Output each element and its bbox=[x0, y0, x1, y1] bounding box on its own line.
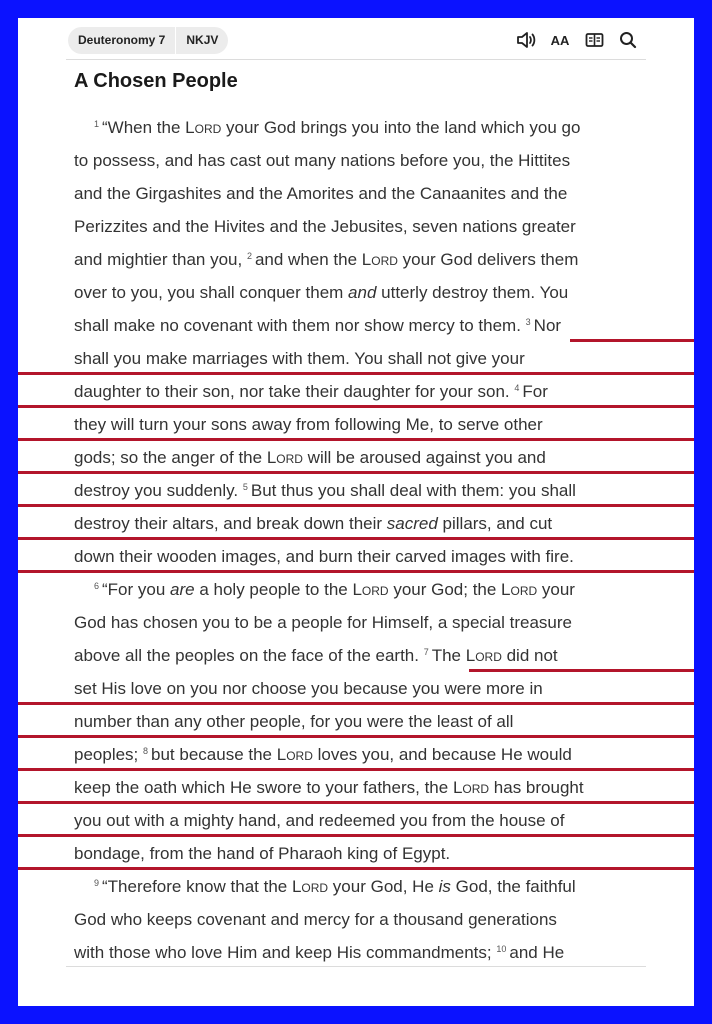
text-line[interactable] bbox=[74, 540, 654, 573]
italic-word: and bbox=[348, 283, 377, 302]
highlight-underline bbox=[18, 867, 694, 870]
text-segment: pillars, and cut bbox=[437, 514, 553, 533]
text-segment: For bbox=[522, 382, 548, 401]
text-segment: over to you, you shall conquer them bbox=[74, 283, 349, 302]
italic-word: is bbox=[438, 877, 451, 896]
divine-name: Lord bbox=[185, 118, 222, 137]
text-segment: your God brings you into the land which you go bbox=[221, 118, 581, 137]
footer-divider bbox=[66, 966, 646, 967]
text-line[interactable] bbox=[74, 309, 654, 342]
text-segment: above all the peoples on the face of the earth. bbox=[74, 646, 424, 665]
divine-name: Lord bbox=[266, 448, 303, 467]
divine-name: Lord bbox=[276, 745, 313, 764]
text-segment: God who keeps covenant and mercy for a thousand generations bbox=[74, 910, 557, 929]
header-divider bbox=[66, 59, 646, 60]
highlight-underline bbox=[18, 801, 694, 804]
text-segment: destroy their altars, and break down their bbox=[74, 514, 387, 533]
divine-name: Lord bbox=[465, 646, 502, 665]
verse-number: 1 bbox=[94, 119, 100, 129]
text-line[interactable] bbox=[74, 375, 654, 408]
verse-number: 3 bbox=[525, 317, 531, 327]
text-segment: shall make no covenant with them nor show mercy to them. bbox=[74, 316, 526, 335]
highlight-underline bbox=[18, 702, 694, 705]
verse-number: 6 bbox=[94, 581, 100, 591]
divine-name: Lord bbox=[361, 250, 398, 269]
verse-number: 2 bbox=[246, 251, 252, 261]
text-line[interactable] bbox=[74, 177, 654, 210]
text-line[interactable] bbox=[74, 243, 654, 276]
book-icon[interactable] bbox=[584, 30, 604, 50]
text-line[interactable] bbox=[74, 276, 654, 309]
divine-name: Lord bbox=[452, 778, 490, 797]
text-segment: they will turn your sons away from following Me, to serve other bbox=[74, 415, 543, 434]
text-segment: to possess, and has cast out many nations before you, the Hittites bbox=[74, 151, 571, 170]
text-line[interactable] bbox=[74, 870, 654, 903]
verse-number: 9 bbox=[94, 878, 100, 888]
verse-number: 8 bbox=[143, 746, 149, 756]
highlight-underline bbox=[18, 834, 694, 837]
text-line[interactable] bbox=[74, 804, 654, 837]
verse-number: 4 bbox=[514, 383, 520, 393]
text-segment: your God; the bbox=[388, 580, 502, 599]
text-segment: number than any other people, for you were the least of all bbox=[74, 712, 514, 731]
text-segment: “Therefore know that the bbox=[102, 877, 292, 896]
text-segment: you out with a mighty hand, and redeemed you from the house of bbox=[74, 811, 565, 830]
text-line[interactable] bbox=[74, 474, 654, 507]
divine-name: Lord bbox=[352, 580, 389, 599]
text-line[interactable] bbox=[74, 144, 654, 177]
text-segment: gods; so the anger of the bbox=[74, 448, 267, 467]
text-segment: God, the faithful bbox=[450, 877, 576, 896]
text-segment: But thus you shall deal with them: you shall bbox=[250, 481, 576, 500]
text-segment: down their wooden images, and burn their carved images with fire. bbox=[74, 547, 574, 566]
text-segment: your God, He bbox=[328, 877, 439, 896]
verse-number: 5 bbox=[242, 482, 248, 492]
text-line[interactable] bbox=[74, 771, 654, 804]
text-segment: set His love on you nor choose you because you were more in bbox=[74, 679, 543, 698]
text-line[interactable] bbox=[74, 408, 654, 441]
text-line[interactable] bbox=[74, 507, 654, 540]
book-chapter-button[interactable]: Deuteronomy 7 bbox=[78, 33, 166, 47]
text-segment: and mightier than you, bbox=[74, 250, 247, 269]
text-segment: will be aroused against you and bbox=[302, 448, 546, 467]
divine-name: Lord bbox=[291, 877, 329, 896]
highlight-underline bbox=[18, 504, 694, 507]
text-line[interactable] bbox=[74, 738, 654, 771]
text-line[interactable] bbox=[74, 837, 654, 870]
text-line[interactable] bbox=[74, 573, 654, 606]
highlight-underline bbox=[469, 669, 694, 672]
text-line[interactable] bbox=[74, 441, 654, 474]
text-line[interactable] bbox=[74, 606, 654, 639]
text-segment: Nor bbox=[533, 316, 562, 335]
divine-name: Lord bbox=[501, 580, 538, 599]
speaker-icon[interactable] bbox=[516, 30, 536, 50]
highlight-underline bbox=[18, 471, 694, 474]
text-line[interactable] bbox=[74, 705, 654, 738]
italic-word: are bbox=[170, 580, 195, 599]
text-segment: Perizzites and the Hivites and the Jebusites, seven nations greater bbox=[74, 217, 576, 236]
text-segment: peoples; bbox=[74, 745, 143, 764]
text-line[interactable] bbox=[74, 639, 654, 672]
text-segment: destroy you suddenly. bbox=[74, 481, 243, 500]
text-segment: your God delivers them bbox=[397, 250, 579, 269]
text-segment: bondage, from the hand of Pharaoh king of Egypt. bbox=[74, 844, 451, 863]
search-icon[interactable] bbox=[618, 30, 638, 50]
text-segment: utterly destroy them. You bbox=[376, 283, 569, 302]
verse-number: 10 bbox=[496, 944, 507, 954]
text-segment: “For you bbox=[102, 580, 171, 599]
text-line[interactable] bbox=[74, 903, 654, 936]
text-size-icon[interactable]: AA bbox=[550, 32, 570, 48]
text-segment: keep the oath which He swore to your fathers, the bbox=[74, 778, 453, 797]
text-segment: God has chosen you to be a people for Himself, a special treasure bbox=[74, 613, 573, 632]
header-actions bbox=[516, 30, 638, 50]
text-segment: “When the bbox=[102, 118, 186, 137]
highlight-underline bbox=[18, 405, 694, 408]
text-segment: a holy people to the bbox=[194, 580, 353, 599]
text-segment: did not bbox=[501, 646, 558, 665]
highlight-underline bbox=[18, 768, 694, 771]
highlight-underline bbox=[18, 537, 694, 540]
text-segment: with those who love Him and keep His commandments; bbox=[74, 943, 497, 962]
text-segment: and He bbox=[509, 943, 565, 962]
text-line[interactable] bbox=[74, 210, 654, 243]
highlight-underline bbox=[18, 372, 694, 375]
reader-header bbox=[18, 18, 694, 60]
verse-number: 7 bbox=[423, 647, 429, 657]
text-segment: loves you, and because He would bbox=[312, 745, 572, 764]
text-line[interactable] bbox=[74, 342, 654, 375]
text-segment: shall you make marriages with them. You shall not give your bbox=[74, 349, 525, 368]
highlight-underline bbox=[570, 339, 694, 342]
italic-word: sacred bbox=[386, 514, 438, 533]
text-segment: daughter to their son, nor take their daughter for your son. bbox=[74, 382, 515, 401]
text-line[interactable] bbox=[74, 672, 654, 705]
scripture-text bbox=[74, 111, 654, 969]
section-title: A Chosen People bbox=[74, 70, 238, 92]
version-button[interactable]: NKJV bbox=[186, 33, 219, 47]
text-segment: and the Girgashites and the Amorites and the Canaanites and the bbox=[74, 184, 568, 203]
highlight-underline bbox=[18, 438, 694, 441]
highlight-underline bbox=[18, 570, 694, 573]
text-segment: The bbox=[431, 646, 466, 665]
passage-selector[interactable] bbox=[68, 27, 228, 54]
reader-page bbox=[18, 18, 694, 1006]
text-line[interactable] bbox=[74, 111, 654, 144]
text-segment: but because the bbox=[151, 745, 277, 764]
text-line[interactable] bbox=[74, 936, 654, 969]
text-segment: your bbox=[537, 580, 575, 599]
text-segment: and when the bbox=[254, 250, 362, 269]
highlight-underline bbox=[18, 735, 694, 738]
text-segment: has brought bbox=[489, 778, 584, 797]
